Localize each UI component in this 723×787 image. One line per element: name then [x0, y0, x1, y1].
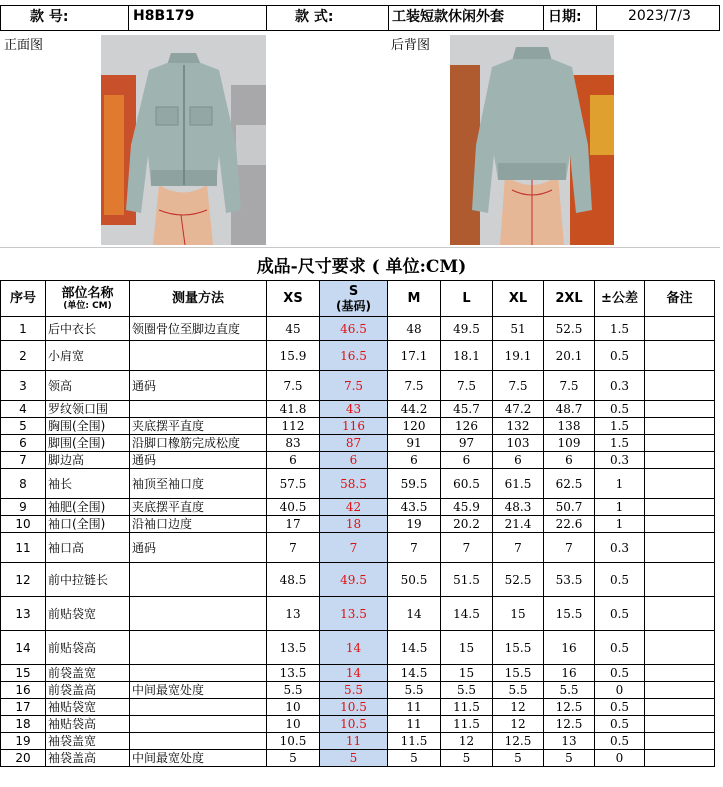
row-note [645, 665, 715, 682]
row-size-xl: 47.2 [493, 401, 544, 418]
header-method: 测量方法 [130, 281, 267, 317]
header-part-unit: (单位: CM) [63, 300, 112, 311]
row-size-xs: 40.5 [267, 499, 320, 516]
row-size-xs: 13.5 [267, 665, 320, 682]
header-m: M [388, 281, 441, 317]
row-size-s: 58.5 [320, 469, 388, 499]
row-tolerance: 1.5 [595, 418, 645, 435]
divider [266, 5, 267, 31]
divider [388, 5, 389, 31]
table-header-row [1, 281, 715, 317]
row-part-name: 袖口高 [46, 533, 130, 563]
row-size-l: 20.2 [441, 516, 493, 533]
row-no: 7 [1, 452, 46, 469]
row-size-l: 49.5 [441, 317, 493, 341]
row-note [645, 317, 715, 341]
row-size-2xl: 7 [544, 533, 595, 563]
row-method [130, 631, 267, 665]
date-value: 2023/7/3 [628, 8, 691, 24]
row-tolerance: 0.3 [595, 533, 645, 563]
row-no: 19 [1, 733, 46, 750]
row-size-l: 15 [441, 665, 493, 682]
row-size-2xl: 109 [544, 435, 595, 452]
row-size-m: 48 [388, 317, 441, 341]
row-size-xl: 61.5 [493, 469, 544, 499]
table-row [1, 516, 715, 533]
row-part-name: 小肩宽 [46, 341, 130, 371]
header-s [320, 281, 388, 317]
table-row [1, 435, 715, 452]
back-view-photo [450, 35, 614, 245]
row-part-name: 前袋盖宽 [46, 665, 130, 682]
row-part-name: 袖袋盖高 [46, 750, 130, 767]
row-method [130, 665, 267, 682]
table-row [1, 563, 715, 597]
row-no: 11 [1, 533, 46, 563]
row-size-xs: 13.5 [267, 631, 320, 665]
row-part-name: 前中拉链长 [46, 563, 130, 597]
row-no: 16 [1, 682, 46, 699]
row-size-s: 14 [320, 631, 388, 665]
row-part-name: 前袋盖高 [46, 682, 130, 699]
row-method: 中间最宽处度 [130, 750, 267, 767]
row-size-2xl: 48.7 [544, 401, 595, 418]
table-row [1, 418, 715, 435]
row-size-xs: 5.5 [267, 682, 320, 699]
row-size-2xl: 52.5 [544, 317, 595, 341]
table-row [1, 682, 715, 699]
header-s-label: S [348, 284, 359, 299]
table-row [1, 401, 715, 418]
row-size-m: 17.1 [388, 341, 441, 371]
row-size-m: 7 [388, 533, 441, 563]
row-note [645, 716, 715, 733]
row-size-xl: 6 [493, 452, 544, 469]
row-size-s: 16.5 [320, 341, 388, 371]
row-part-name: 罗纹领口围 [46, 401, 130, 418]
row-part-name: 后中衣长 [46, 317, 130, 341]
row-size-xl: 5 [493, 750, 544, 767]
divider [596, 5, 597, 31]
row-size-xs: 10.5 [267, 733, 320, 750]
row-size-xl: 15.5 [493, 631, 544, 665]
row-size-m: 14.5 [388, 631, 441, 665]
style-label: 款 式: [295, 9, 334, 25]
table-row [1, 665, 715, 682]
table-row [1, 631, 715, 665]
jacket-back-image [450, 35, 614, 245]
header-s-base: (基码) [336, 299, 371, 313]
row-tolerance: 0.5 [595, 699, 645, 716]
row-size-xl: 21.4 [493, 516, 544, 533]
row-no: 4 [1, 401, 46, 418]
row-method: 通码 [130, 452, 267, 469]
row-note [645, 533, 715, 563]
row-no: 2 [1, 341, 46, 371]
row-note [645, 452, 715, 469]
row-size-m: 50.5 [388, 563, 441, 597]
row-part-name: 袖长 [46, 469, 130, 499]
row-note [645, 597, 715, 631]
row-size-xs: 41.8 [267, 401, 320, 418]
row-method [130, 563, 267, 597]
row-size-m: 43.5 [388, 499, 441, 516]
row-note [645, 371, 715, 401]
row-size-s: 18 [320, 516, 388, 533]
row-size-m: 11 [388, 699, 441, 716]
row-no: 12 [1, 563, 46, 597]
row-no: 9 [1, 499, 46, 516]
row-no: 18 [1, 716, 46, 733]
row-size-xl: 132 [493, 418, 544, 435]
row-size-xl: 52.5 [493, 563, 544, 597]
table-title: 成品-尺寸要求 ( 单位:CM) [256, 257, 467, 277]
row-method: 通码 [130, 533, 267, 563]
row-size-xl: 48.3 [493, 499, 544, 516]
row-no: 3 [1, 371, 46, 401]
table-row [1, 733, 715, 750]
row-size-2xl: 7.5 [544, 371, 595, 401]
row-tolerance: 0.5 [595, 563, 645, 597]
row-size-2xl: 62.5 [544, 469, 595, 499]
row-size-2xl: 12.5 [544, 699, 595, 716]
row-note [645, 682, 715, 699]
row-size-l: 5.5 [441, 682, 493, 699]
row-size-l: 60.5 [441, 469, 493, 499]
row-size-2xl: 20.1 [544, 341, 595, 371]
row-size-xs: 7.5 [267, 371, 320, 401]
row-part-name: 前贴袋高 [46, 631, 130, 665]
header-note: 备注 [645, 281, 715, 317]
table-row [1, 499, 715, 516]
row-method [130, 733, 267, 750]
row-size-s: 87 [320, 435, 388, 452]
row-tolerance: 0.5 [595, 597, 645, 631]
row-size-xs: 10 [267, 716, 320, 733]
row-note [645, 516, 715, 533]
row-no: 6 [1, 435, 46, 452]
row-method [130, 341, 267, 371]
row-size-xs: 48.5 [267, 563, 320, 597]
row-size-l: 126 [441, 418, 493, 435]
row-part-name: 胸围(全围) [46, 418, 130, 435]
row-size-s: 6 [320, 452, 388, 469]
row-size-s: 13.5 [320, 597, 388, 631]
row-size-s: 5.5 [320, 682, 388, 699]
row-tolerance: 0 [595, 750, 645, 767]
row-size-m: 11.5 [388, 733, 441, 750]
row-size-m: 120 [388, 418, 441, 435]
table-row [1, 750, 715, 767]
row-size-l: 14.5 [441, 597, 493, 631]
row-note [645, 418, 715, 435]
row-size-m: 5 [388, 750, 441, 767]
row-size-xs: 45 [267, 317, 320, 341]
row-tolerance: 1 [595, 516, 645, 533]
row-tolerance: 1 [595, 499, 645, 516]
row-tolerance: 0.3 [595, 452, 645, 469]
row-size-xl: 12 [493, 699, 544, 716]
row-no: 13 [1, 597, 46, 631]
row-size-l: 45.9 [441, 499, 493, 516]
header-tolerance: ±公差 [595, 281, 645, 317]
front-view-label: 正面图 [4, 38, 44, 53]
row-size-xl: 12 [493, 716, 544, 733]
row-note [645, 469, 715, 499]
row-tolerance: 1.5 [595, 435, 645, 452]
row-size-m: 44.2 [388, 401, 441, 418]
row-size-2xl: 5.5 [544, 682, 595, 699]
row-note [645, 435, 715, 452]
row-size-s: 7 [320, 533, 388, 563]
row-note [645, 733, 715, 750]
row-size-l: 7.5 [441, 371, 493, 401]
table-row [1, 533, 715, 563]
row-size-xl: 15.5 [493, 665, 544, 682]
row-method: 夹底摆平直度 [130, 418, 267, 435]
row-size-m: 7.5 [388, 371, 441, 401]
back-view-label: 后背图 [391, 38, 431, 53]
row-method [130, 699, 267, 716]
row-size-l: 11.5 [441, 699, 493, 716]
header-part [46, 281, 130, 317]
header-l: L [441, 281, 493, 317]
row-size-s: 116 [320, 418, 388, 435]
row-method [130, 597, 267, 631]
row-tolerance: 1 [595, 469, 645, 499]
table-row [1, 452, 715, 469]
row-size-2xl: 16 [544, 665, 595, 682]
row-note [645, 401, 715, 418]
row-size-s: 14 [320, 665, 388, 682]
row-tolerance: 0.5 [595, 665, 645, 682]
row-size-2xl: 138 [544, 418, 595, 435]
table-row [1, 469, 715, 499]
table-row [1, 716, 715, 733]
row-size-xs: 7 [267, 533, 320, 563]
row-size-m: 19 [388, 516, 441, 533]
row-size-xl: 7 [493, 533, 544, 563]
divider [543, 5, 544, 31]
row-tolerance: 0.3 [595, 371, 645, 401]
row-size-xl: 12.5 [493, 733, 544, 750]
row-note [645, 341, 715, 371]
row-size-xl: 19.1 [493, 341, 544, 371]
row-part-name: 袖肥(全围) [46, 499, 130, 516]
row-size-2xl: 6 [544, 452, 595, 469]
row-size-xs: 10 [267, 699, 320, 716]
row-tolerance: 0.5 [595, 341, 645, 371]
row-size-xs: 15.9 [267, 341, 320, 371]
photo-bottom-border [0, 247, 720, 248]
row-no: 8 [1, 469, 46, 499]
table-body [1, 317, 715, 767]
row-tolerance: 0.5 [595, 733, 645, 750]
row-size-xs: 17 [267, 516, 320, 533]
row-size-s: 10.5 [320, 716, 388, 733]
row-tolerance: 0.5 [595, 716, 645, 733]
row-no: 1 [1, 317, 46, 341]
row-no: 20 [1, 750, 46, 767]
row-tolerance: 0 [595, 682, 645, 699]
row-size-s: 43 [320, 401, 388, 418]
header-part-name: 部位名称 [61, 285, 114, 301]
row-size-2xl: 16 [544, 631, 595, 665]
row-size-s: 42 [320, 499, 388, 516]
row-size-s: 5 [320, 750, 388, 767]
row-size-xs: 13 [267, 597, 320, 631]
row-size-m: 14.5 [388, 665, 441, 682]
header-no: 序号 [1, 281, 46, 317]
row-size-2xl: 53.5 [544, 563, 595, 597]
divider [719, 5, 720, 31]
row-no: 15 [1, 665, 46, 682]
row-size-xs: 112 [267, 418, 320, 435]
row-method: 沿袖口边度 [130, 516, 267, 533]
row-method: 领圈骨位至脚边直度 [130, 317, 267, 341]
row-size-xs: 6 [267, 452, 320, 469]
row-size-s: 49.5 [320, 563, 388, 597]
row-size-s: 10.5 [320, 699, 388, 716]
row-size-xs: 57.5 [267, 469, 320, 499]
row-size-m: 59.5 [388, 469, 441, 499]
row-size-2xl: 5 [544, 750, 595, 767]
row-note [645, 699, 715, 716]
row-part-name: 袖贴袋高 [46, 716, 130, 733]
style-name-value: 工装短款休闲外套 [392, 9, 504, 25]
row-size-s: 7.5 [320, 371, 388, 401]
header-xl: XL [493, 281, 544, 317]
row-no: 17 [1, 699, 46, 716]
row-size-s: 11 [320, 733, 388, 750]
header-xs: XS [267, 281, 320, 317]
row-size-m: 5.5 [388, 682, 441, 699]
front-view-photo [101, 35, 266, 245]
row-size-l: 11.5 [441, 716, 493, 733]
row-method [130, 716, 267, 733]
date-label: 日期: [548, 9, 582, 25]
row-size-xl: 7.5 [493, 371, 544, 401]
row-size-xl: 51 [493, 317, 544, 341]
table-row [1, 317, 715, 341]
row-size-l: 15 [441, 631, 493, 665]
table-row [1, 597, 715, 631]
row-size-m: 6 [388, 452, 441, 469]
style-no-label: 款 号: [30, 9, 69, 25]
row-tolerance: 1.5 [595, 317, 645, 341]
row-size-m: 11 [388, 716, 441, 733]
row-size-2xl: 50.7 [544, 499, 595, 516]
row-size-l: 6 [441, 452, 493, 469]
size-spec-table [0, 280, 715, 767]
row-part-name: 脚边高 [46, 452, 130, 469]
row-no: 10 [1, 516, 46, 533]
row-part-name: 前贴袋宽 [46, 597, 130, 631]
row-size-s: 46.5 [320, 317, 388, 341]
row-size-l: 45.7 [441, 401, 493, 418]
table-row [1, 371, 715, 401]
row-method: 通码 [130, 371, 267, 401]
row-size-2xl: 13 [544, 733, 595, 750]
row-method [130, 401, 267, 418]
row-size-2xl: 12.5 [544, 716, 595, 733]
row-size-l: 97 [441, 435, 493, 452]
row-size-2xl: 22.6 [544, 516, 595, 533]
row-size-xl: 103 [493, 435, 544, 452]
row-part-name: 袖贴袋宽 [46, 699, 130, 716]
row-note [645, 563, 715, 597]
row-part-name: 领高 [46, 371, 130, 401]
row-tolerance: 0.5 [595, 401, 645, 418]
header-bottom-border [0, 30, 720, 31]
row-method: 沿脚口橡筋完成松度 [130, 435, 267, 452]
row-note [645, 631, 715, 665]
row-size-m: 91 [388, 435, 441, 452]
row-size-l: 12 [441, 733, 493, 750]
row-size-xl: 15 [493, 597, 544, 631]
row-method: 袖顶至袖口度 [130, 469, 267, 499]
table-row [1, 699, 715, 716]
divider [128, 5, 129, 31]
row-size-2xl: 15.5 [544, 597, 595, 631]
row-size-l: 51.5 [441, 563, 493, 597]
row-size-l: 7 [441, 533, 493, 563]
style-no-value: H8B179 [133, 8, 195, 24]
row-size-xs: 83 [267, 435, 320, 452]
header-top-border [0, 5, 720, 6]
jacket-front-image [101, 35, 266, 245]
row-part-name: 脚围(全围) [46, 435, 130, 452]
table-row [1, 341, 715, 371]
divider [0, 5, 1, 31]
row-note [645, 499, 715, 516]
row-size-xl: 5.5 [493, 682, 544, 699]
header-2xl: 2XL [544, 281, 595, 317]
row-tolerance: 0.5 [595, 631, 645, 665]
row-size-m: 14 [388, 597, 441, 631]
row-size-l: 5 [441, 750, 493, 767]
row-size-xs: 5 [267, 750, 320, 767]
row-note [645, 750, 715, 767]
row-part-name: 袖口(全围) [46, 516, 130, 533]
row-part-name: 袖袋盖宽 [46, 733, 130, 750]
row-method: 夹底摆平直度 [130, 499, 267, 516]
row-size-l: 18.1 [441, 341, 493, 371]
row-no: 5 [1, 418, 46, 435]
row-no: 14 [1, 631, 46, 665]
row-method: 中间最宽处度 [130, 682, 267, 699]
